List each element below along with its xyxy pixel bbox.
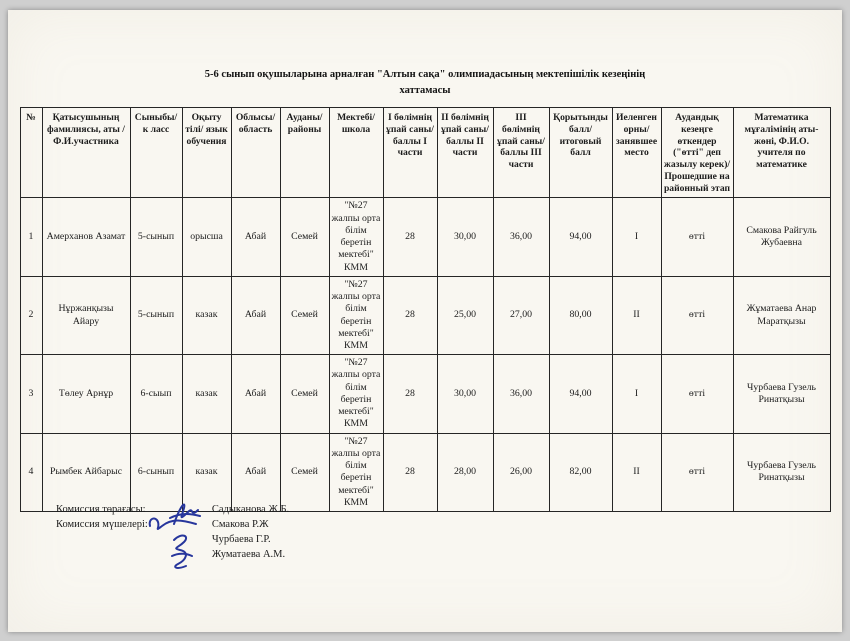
cell-class: 6-сыып <box>130 355 182 433</box>
header-part3-score: III бөлімнің ұпай саны/ баллы III части <box>493 107 549 198</box>
header-class: Сыныбы/к ласс <box>130 107 182 198</box>
cell-class: 5-сынып <box>130 276 182 354</box>
cell-school: "№27 жалпы орта білім беретін мектебі" КММ <box>329 355 383 433</box>
table-row <box>20 198 830 276</box>
cell-region: Абай <box>231 276 280 354</box>
cell-total-score: 94,00 <box>549 355 612 433</box>
header-part2-score: II бөлімнің ұпай саны/ баллы II части <box>437 107 493 198</box>
cell-district: Семей <box>280 276 329 354</box>
cell-language: казак <box>182 355 231 433</box>
cell-class: 6-сынып <box>130 433 182 511</box>
header-advanced: Аудандық кезеңге өткендер ("өтті" деп жазылу керек)/ Прошедшие на районный этап <box>661 107 733 198</box>
cell-place: I <box>612 355 661 433</box>
cell-part1-score: 28 <box>383 276 437 354</box>
cell-teacher: Жұматаева Анар Маратқызы <box>733 276 830 354</box>
header-school: Мектебі/ школа <box>329 107 383 198</box>
cell-part3-score: 27,00 <box>493 276 549 354</box>
cell-part1-score: 28 <box>383 433 437 511</box>
table-row <box>20 276 830 354</box>
cell-advanced: өтті <box>661 355 733 433</box>
cell-number: 3 <box>20 355 42 433</box>
commission-member-name: Садыканова Ж.Б. <box>211 504 290 515</box>
cell-teacher: Чурбаева Гузель Ринатқызы <box>733 433 830 511</box>
cell-advanced: өтті <box>661 433 733 511</box>
cell-number: 2 <box>20 276 42 354</box>
cell-place: II <box>612 276 661 354</box>
cell-part1-score: 28 <box>383 355 437 433</box>
cell-participant-name: Рымбек Айбарыс <box>42 433 130 511</box>
commission-member-name: Чурбаева Г.Р. <box>211 534 271 545</box>
table-header-row <box>20 107 830 198</box>
cell-part2-score: 28,00 <box>437 433 493 511</box>
cell-total-score: 82,00 <box>549 433 612 511</box>
cell-school: "№27 жалпы орта білім беретін мектебі" КММ <box>329 276 383 354</box>
header-participant-name: Қатысушының фамилиясы, аты /Ф.И.участника <box>42 107 130 198</box>
commission-members-label: Комиссия мүшелері: <box>56 519 148 530</box>
scanned-document-page <box>8 10 842 632</box>
header-language: Оқыту тілі/ язык обучения <box>182 107 231 198</box>
cell-total-score: 94,00 <box>549 198 612 276</box>
header-teacher: Математика мұғалімінің аты-жөні, Ф.И.О. учителя по математике <box>733 107 830 198</box>
cell-district: Семей <box>280 355 329 433</box>
cell-district: Семей <box>280 433 329 511</box>
cell-language: казак <box>182 276 231 354</box>
signature-icon <box>166 530 196 572</box>
header-district: Ауданы/ районы <box>280 107 329 198</box>
cell-advanced: өтті <box>661 198 733 276</box>
cell-total-score: 80,00 <box>549 276 612 354</box>
cell-place: I <box>612 198 661 276</box>
cell-part3-score: 36,00 <box>493 355 549 433</box>
commission-member-name: Жуматаева А.М. <box>211 549 286 560</box>
cell-region: Абай <box>231 433 280 511</box>
title-line-2: хаттамасы <box>399 85 451 97</box>
cell-part2-score: 30,00 <box>437 198 493 276</box>
cell-place: II <box>612 433 661 511</box>
signatures <box>152 502 210 572</box>
cell-school: "№27 жалпы орта білім беретін мектебі" КММ <box>329 433 383 511</box>
cell-region: Абай <box>231 198 280 276</box>
cell-number: 4 <box>20 433 42 511</box>
cell-advanced: өтті <box>661 276 733 354</box>
cell-number: 1 <box>20 198 42 276</box>
header-total-score: Қорытынды балл/ итоговый балл <box>549 107 612 198</box>
cell-part3-score: 26,00 <box>493 433 549 511</box>
commission-member-name: Смакова Р.Ж <box>211 519 269 530</box>
cell-participant-name: Төлеу Арнұр <box>42 355 130 433</box>
olympiad-protocol-table <box>20 107 831 513</box>
cell-part2-score: 30,00 <box>437 355 493 433</box>
commission-labels <box>56 502 148 532</box>
cell-participant-name: Нұржанқызы Айару <box>42 276 130 354</box>
cell-language: орысша <box>182 198 231 276</box>
commission-names <box>212 502 289 562</box>
document-title <box>8 67 842 100</box>
cell-school: "№27 жалпы орта білім беретін мектебі" КММ <box>329 198 383 276</box>
cell-part2-score: 25,00 <box>437 276 493 354</box>
table-row <box>20 355 830 433</box>
cell-part1-score: 28 <box>383 198 437 276</box>
cell-district: Семей <box>280 198 329 276</box>
cell-language: казак <box>182 433 231 511</box>
commission-signature-block <box>56 502 289 572</box>
cell-participant-name: Амерханов Азамат <box>42 198 130 276</box>
cell-region: Абай <box>231 355 280 433</box>
cell-part3-score: 36,00 <box>493 198 549 276</box>
cell-teacher: Чурбаева Гузель Ринатқызы <box>733 355 830 433</box>
commission-chair-label: Комиссия төрағасы: <box>56 504 146 515</box>
table-row <box>20 433 830 511</box>
cell-teacher: Смакова Райгуль Жубаевна <box>733 198 830 276</box>
header-place: Иеленген орны/ занявшее место <box>612 107 661 198</box>
header-part1-score: I бөлімнің ұпай саны/ баллы I части <box>383 107 437 198</box>
title-line-1: 5-6 сынып оқушыларына арналған "Алтын сақа" олимпиадасының мектепішілік кезеңінің <box>204 69 646 80</box>
header-region: Облысы/ область <box>231 107 280 198</box>
cell-class: 5-сынып <box>130 198 182 276</box>
header-number: № <box>20 107 42 198</box>
